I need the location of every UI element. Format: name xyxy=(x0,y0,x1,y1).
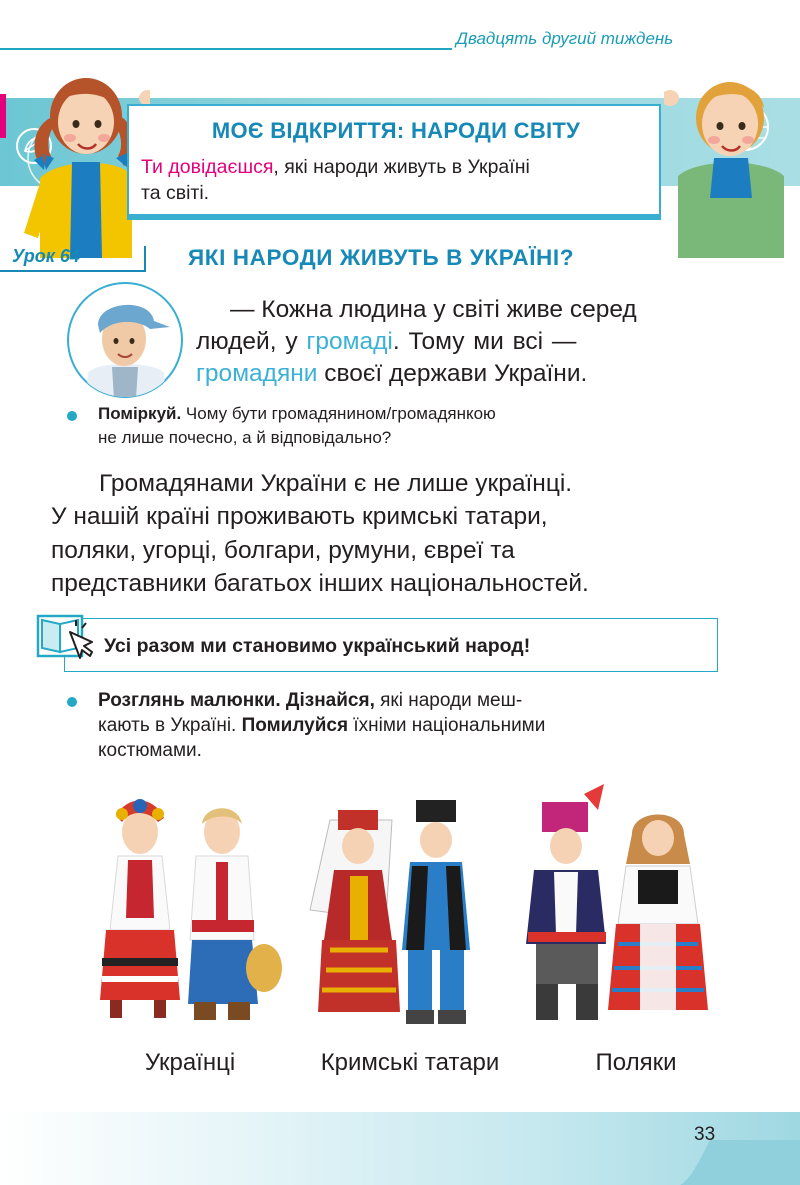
header-rule xyxy=(0,48,450,50)
speech-text-1: — Кожна людина у світі живе серед xyxy=(230,296,637,323)
caption-poles: Поляки xyxy=(595,1049,677,1076)
paragraph-line-1: Громадянами України є не лише українці. xyxy=(99,470,573,497)
look-label-2: Дізнайся, xyxy=(280,690,375,711)
think-label: Поміркуй. xyxy=(98,404,182,423)
footer-wave xyxy=(680,1140,800,1185)
look-task xyxy=(98,688,738,763)
look-label-3: Помилуйся xyxy=(241,715,349,736)
ukrainians-illustration xyxy=(88,790,284,1025)
think-text-2: не лише почесно, а й відповідально? xyxy=(98,428,392,447)
caption-ukrainians: Українці xyxy=(144,1049,236,1076)
rule-end-icon xyxy=(438,42,452,56)
key-idea-text: Усі разом ми становимо український народ! xyxy=(104,635,531,657)
look-text-2b: їхніми національними xyxy=(348,715,546,736)
speech-line-2 xyxy=(196,328,726,356)
term-hromadiany: громадяни xyxy=(196,360,318,387)
bullet-icon xyxy=(67,697,77,707)
speech-text-3b: своєї держави України. xyxy=(317,360,588,387)
lesson-tag-underline xyxy=(0,270,145,272)
avatar xyxy=(66,281,184,399)
look-text-1: які народи меш- xyxy=(374,690,523,711)
term-hromada: громаді xyxy=(306,328,393,355)
week-label: Двадцять другий тиждень xyxy=(456,29,674,48)
crimean-tatars-illustration xyxy=(300,800,506,1028)
look-text-2a: кають в Україні. xyxy=(98,715,242,736)
discovery-title: МОЄ ВІДКРИТТЯ: НАРОДИ СВІТУ xyxy=(211,118,581,143)
speech-text-2b: . Тому ми всі — xyxy=(392,328,577,355)
speech-text-2a: людей, у xyxy=(196,328,307,355)
book-icon xyxy=(36,608,94,662)
look-text-3: костюмами. xyxy=(98,740,202,761)
lesson-heading: ЯКІ НАРОДИ ЖИВУТЬ В УКРАЇНІ? xyxy=(188,245,575,270)
speech-line-3 xyxy=(196,360,726,388)
think-task xyxy=(98,402,738,450)
look-label-1: Розглянь малюнки. xyxy=(98,690,281,711)
page-number: 33 xyxy=(694,1124,716,1145)
lesson-tag-divider xyxy=(144,246,146,272)
paragraph-line-3: поляки, угорці, болгари, румуни, євреї та xyxy=(51,537,515,564)
discovery-intro-rest: , які народи живуть в Україні xyxy=(273,156,530,178)
speech-line-1 xyxy=(196,296,726,324)
discovery-intro-line2: та світі. xyxy=(141,182,210,204)
caption-crimean-tatars: Кримські татари xyxy=(320,1049,500,1076)
discovery-box xyxy=(127,104,661,220)
boy-illustration xyxy=(664,58,794,258)
lesson-tag: Урок 64 xyxy=(12,246,80,266)
paragraph-line-4: представники багатьох інших національностей. xyxy=(51,570,589,597)
paragraph-line-2: У нашій країні проживають кримські татари, xyxy=(51,503,548,530)
discovery-text xyxy=(141,154,656,206)
bullet-icon xyxy=(67,411,77,421)
discovery-intro-highlight: Ти довідаєшся xyxy=(141,156,274,178)
poles-illustration xyxy=(514,784,714,1026)
think-text-1: Чому бути громадянином/громадянкою xyxy=(181,404,496,423)
